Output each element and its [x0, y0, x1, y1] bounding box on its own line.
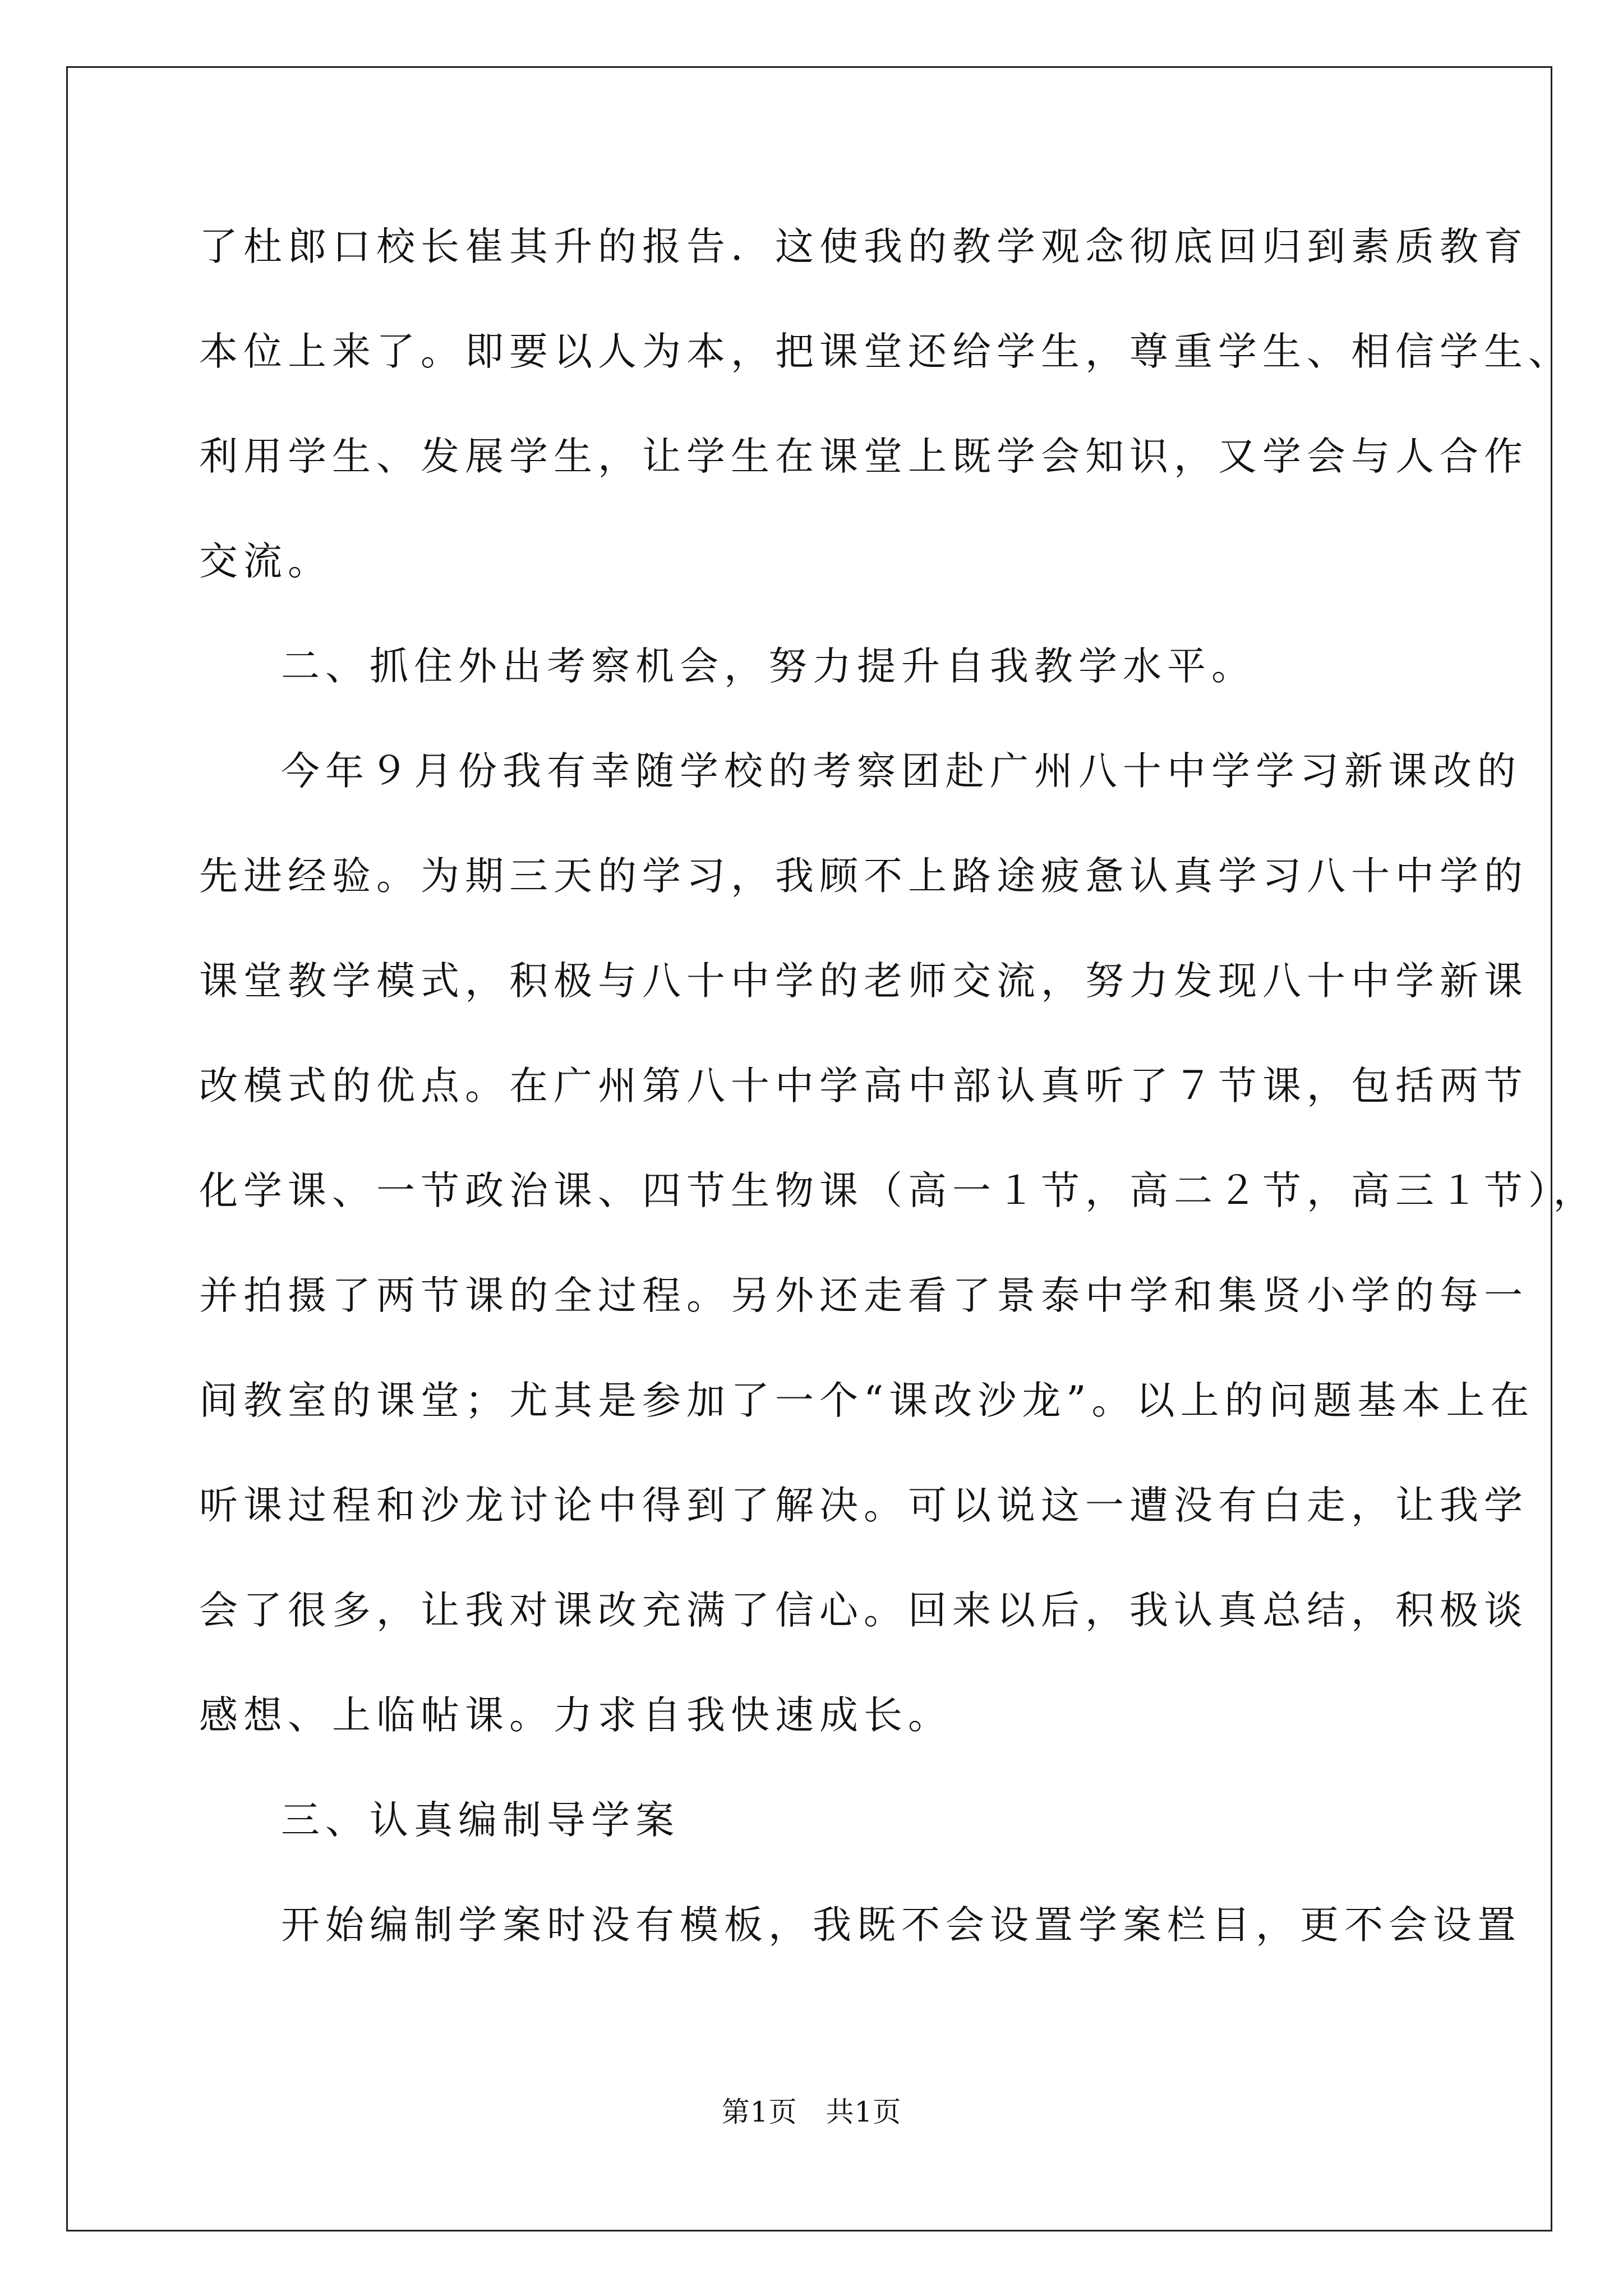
text-line: 今年９月份我有幸随学校的考察团赴广州八十中学学习新课改的 — [281, 749, 1521, 794]
text-line: 了杜郎口校长崔其升的报告．这使我的教学观念彻底回归到素质教育 — [199, 224, 1528, 269]
text-line: 课堂教学模式，积极与八十中学的老师交流，努力发现八十中学新课 — [199, 959, 1528, 1004]
text-line: 会了很多，让我对课改充满了信心。回来以后，我认真总结，积极谈 — [199, 1588, 1528, 1633]
text-line: 开始编制学案时没有模板，我既不会设置学案栏目，更不会设置 — [281, 1903, 1521, 1948]
text-line: 听课过程和沙龙讨论中得到了解决。可以说这一遭没有白走，让我学 — [199, 1483, 1528, 1528]
text-line: 交流。 — [199, 539, 332, 584]
text-line: 并拍摄了两节课的全过程。另外还走看了景泰中学和集贤小学的每一 — [199, 1273, 1528, 1318]
text-line: 先进经验。为期三天的学习，我顾不上路途疲惫认真学习八十中学的 — [199, 854, 1528, 899]
text-line: 化学课、一节政治课、四节生物课（高一１节，高二２节，高三１节）， — [199, 1168, 1598, 1213]
text-line: 间教室的课堂；尤其是参加了一个“课改沙龙”。以上的问题基本上在 — [199, 1378, 1535, 1423]
text-line: 改模式的优点。在广州第八十中学高中部认真听了７节课，包括两节 — [199, 1064, 1528, 1108]
text-line: 利用学生、发展学生，让学生在课堂上既学会知识，又学会与人合作 — [199, 434, 1528, 479]
section-heading: 二、抓住外出考察机会，努力提升自我教学水平。 — [281, 644, 1256, 689]
text-line: 本位上来了。即要以人为本，把课堂还给学生，尊重学生、相信学生、 — [199, 329, 1573, 374]
page-number: 第1页 共1页 — [721, 2096, 902, 2128]
text-line: 感想、上临帖课。力求自我快速成长。 — [199, 1693, 952, 1738]
section-heading: 三、认真编制导学案 — [281, 1798, 680, 1843]
